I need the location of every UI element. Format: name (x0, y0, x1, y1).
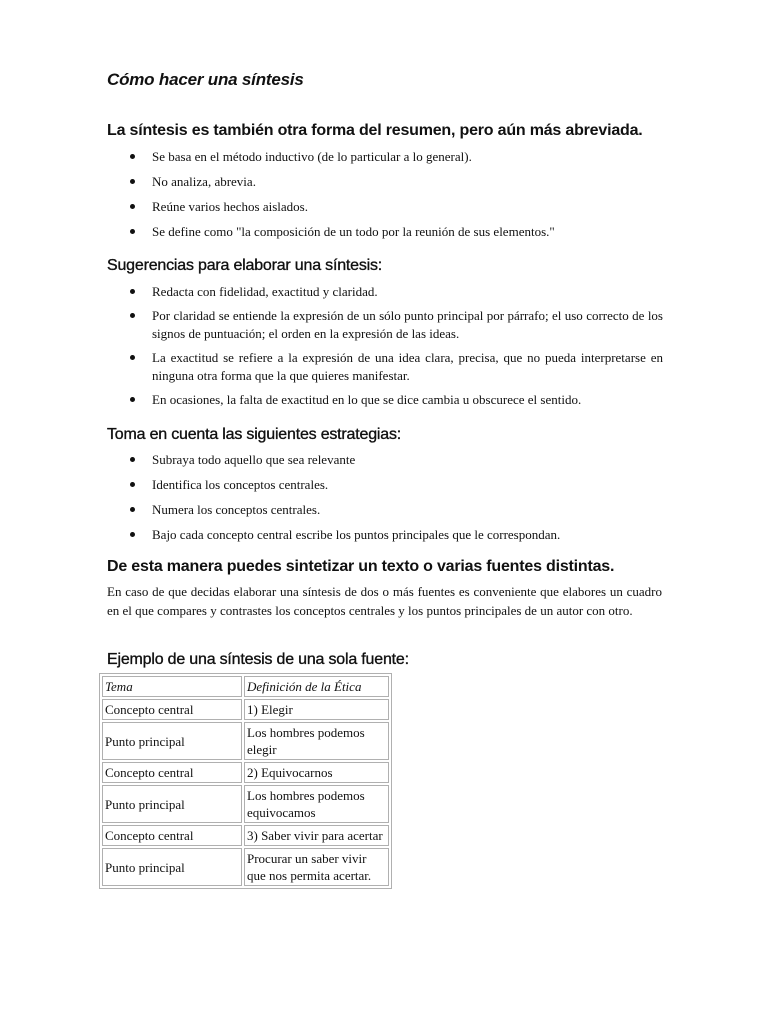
section2-list (107, 283, 663, 409)
list-item: La exactitud se refiere a la expresión de una idea clara, precisa, que no pueda interpretarse en ninguna otra forma que la que quieres manifestar. (107, 349, 663, 385)
table-cell: 2) Equivocarnos (244, 762, 389, 783)
table-cell: Los hombres podemos elegir (244, 722, 389, 760)
table-cell: Punto principal (102, 785, 242, 823)
list-item: Numera los conceptos centrales. (107, 501, 663, 519)
table-row (102, 825, 389, 846)
table-cell: Concepto central (102, 762, 242, 783)
list-item: No analiza, abrevia. (107, 173, 663, 191)
section3-list (107, 451, 663, 544)
section1-heading: La síntesis es también otra forma del resumen, pero aún más abreviada. (107, 122, 643, 139)
table-cell: 3) Saber vivir para acertar (244, 825, 389, 846)
table-cell: Concepto central (102, 825, 242, 846)
table-header-row (102, 676, 389, 697)
section3-heading: Toma en cuenta las siguientes estrategias: (107, 426, 401, 443)
section5-heading: Ejemplo de una síntesis de una sola fuente: (107, 651, 409, 668)
list-item: Bajo cada concepto central escribe los puntos principales que le correspondan. (107, 526, 663, 544)
list-item: Subraya todo aquello que sea relevante (107, 451, 663, 469)
table-cell: Punto principal (102, 722, 242, 760)
table-header-cell: Definición de la Ética (244, 676, 389, 697)
synthesis-table (99, 673, 392, 889)
table-cell: Concepto central (102, 699, 242, 720)
list-item: Se define como "la composición de un todo por la reunión de sus elementos." (107, 223, 663, 241)
section4-heading: De esta manera puedes sintetizar un texto o varias fuentes distintas. (107, 558, 615, 575)
list-item: En ocasiones, la falta de exactitud en lo que se dice cambia u obscurece el sentido. (107, 391, 663, 409)
list-item: Redacta con fidelidad, exactitud y claridad. (107, 283, 663, 301)
list-item: Identifica los conceptos centrales. (107, 476, 663, 494)
table-cell: Los hombres podemos equivocamos (244, 785, 389, 823)
document-title: Cómo hacer una síntesis (107, 70, 304, 89)
section4-paragraph: En caso de que decidas elaborar una síntesis de dos o más fuentes es conveniente que elabores un cuadro en el que compares y contrastes los conceptos centrales y los puntos principales de un autor con otro. (107, 584, 662, 618)
list-item: Reúne varios hechos aislados. (107, 198, 663, 216)
list-item: Por claridad se entiende la expresión de un sólo punto principal por párrafo; el uso correcto de los signos de puntuación; el orden en la expresión de las ideas. (107, 307, 663, 343)
section2-heading: Sugerencias para elaborar una síntesis: (107, 257, 383, 274)
table-row (102, 722, 389, 760)
list-item: Se basa en el método inductivo (de lo particular a lo general). (107, 148, 663, 166)
table-cell: Punto principal (102, 848, 242, 886)
table-header-cell: Tema (102, 676, 242, 697)
table-row (102, 762, 389, 783)
table-row (102, 848, 389, 886)
table-row (102, 699, 389, 720)
table-cell: Procurar un saber vivir que nos permita acertar. (244, 848, 389, 886)
section1-list (107, 148, 663, 241)
table-row (102, 785, 389, 823)
table-cell: 1) Elegir (244, 699, 389, 720)
